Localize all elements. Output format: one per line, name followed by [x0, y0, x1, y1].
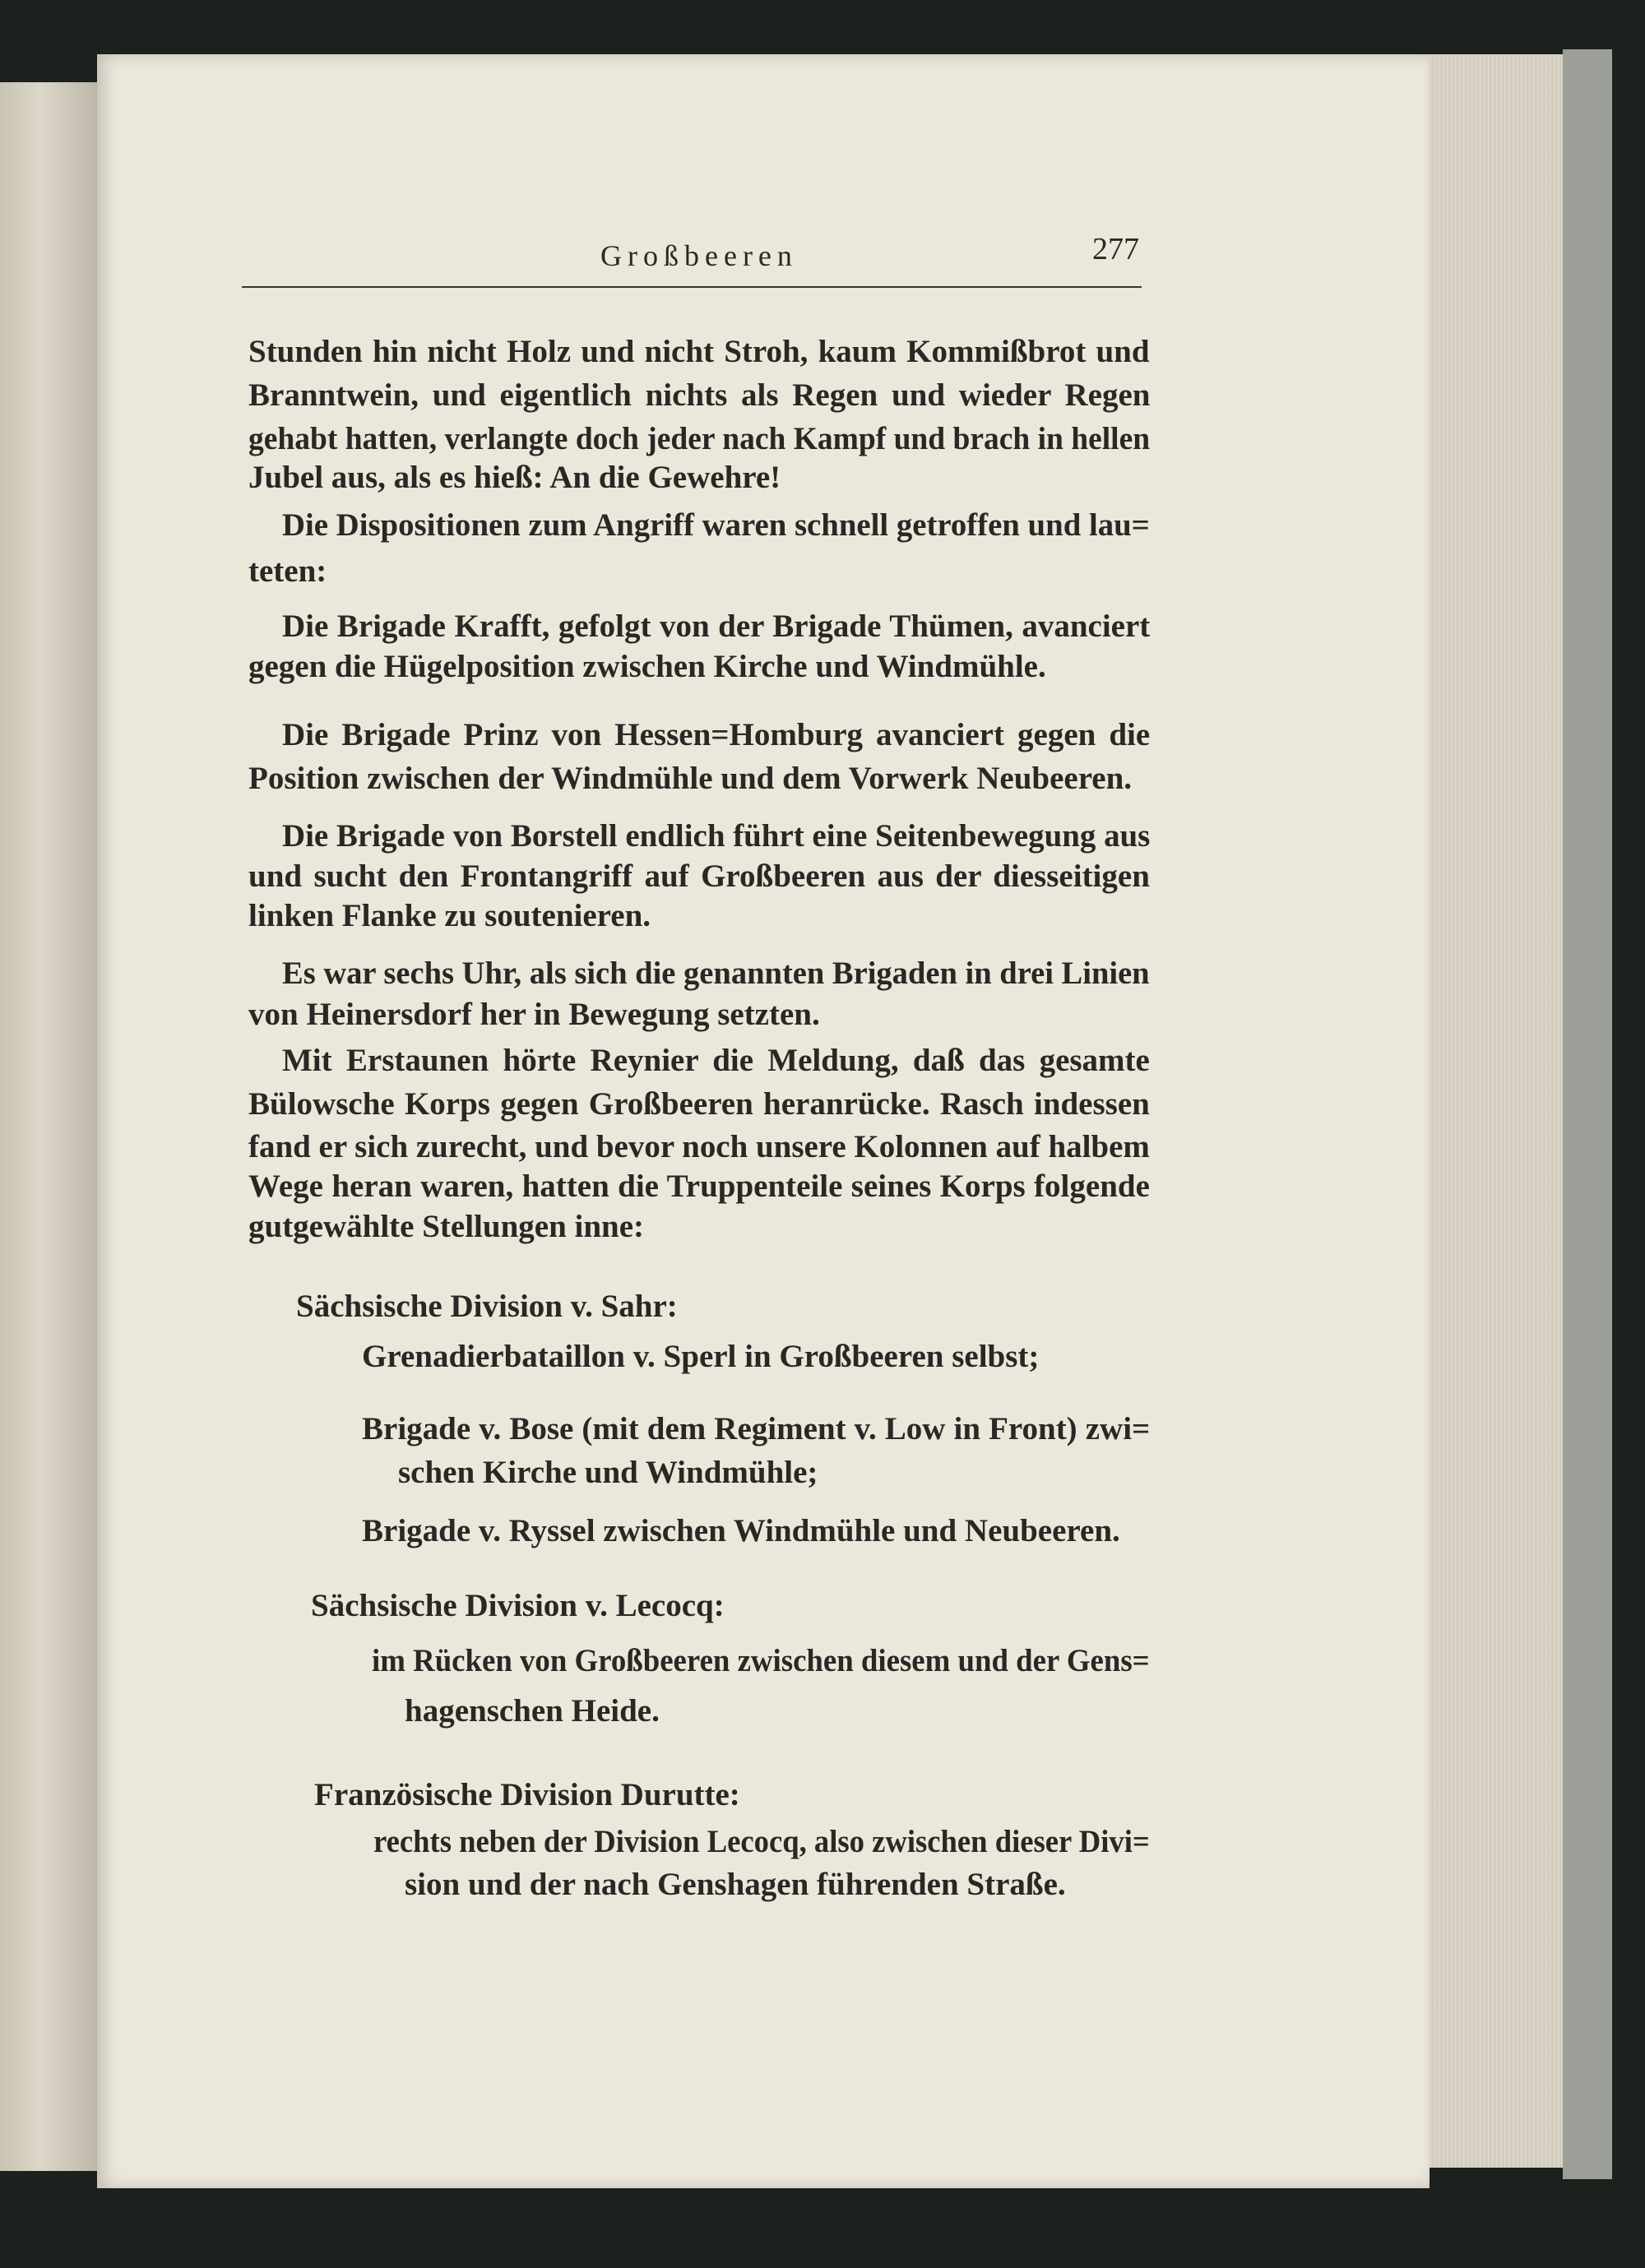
header-rule: [242, 286, 1142, 288]
text-line: von Heinersdorf her in Bewegung setzten.: [248, 997, 820, 1032]
text-line: linken Flanke zu soutenieren.: [248, 898, 651, 933]
text-line: Es war sechs Uhr, als sich die genannten Brigaden in drei Linien: [282, 956, 1150, 991]
text-line: gutgewählte Stellungen inne:: [248, 1209, 645, 1244]
list-item: im Rücken von Großbeeren zwischen diesem und der Gens=: [372, 1643, 1150, 1678]
list-item-continuation: schen Kirche und Windmühle;: [398, 1455, 818, 1490]
list-item: rechts neben der Division Lecocq, also zwischen dieser Divi=: [373, 1824, 1150, 1859]
list-item-continuation: hagenschen Heide.: [405, 1693, 660, 1729]
text-line: Jubel aus, als es hieß: An die Gewehre!: [248, 460, 781, 495]
text-line: und sucht den Frontangriff auf Großbeeren aus der diesseitigen: [248, 859, 1150, 894]
text-line: fand er sich zurecht, und bevor noch unsere Kolonnen auf halbem: [248, 1129, 1150, 1164]
list-item: Brigade v. Ryssel zwischen Windmühle und Neubeeren.: [362, 1513, 1120, 1548]
text-line: Die Brigade Prinz von Hessen=Homburg avanciert gegen die: [282, 717, 1151, 752]
page-number: 277: [1092, 232, 1139, 266]
list-item: Brigade v. Bose (mit dem Regiment v. Low in Front) zwi=: [362, 1411, 1151, 1446]
list-item: Grenadierbataillon v. Sperl in Großbeeren selbst;: [362, 1339, 1040, 1374]
text-line: Position zwischen der Windmühle und dem Vorwerk Neubeeren.: [248, 761, 1133, 796]
text-line: teten:: [248, 553, 327, 589]
text-line: Die Brigade von Borstell endlich führt eine Seitenbewegung aus: [282, 818, 1151, 854]
running-title: Großbeeren: [600, 239, 798, 272]
text-line: Mit Erstaunen hörte Reynier die Meldung, daß das gesamte: [282, 1043, 1150, 1078]
division-heading: Sächsische Division v. Lecocq:: [311, 1588, 725, 1623]
text-line: gehabt hatten, verlangte doch jeder nach Kampf und brach in hellen: [248, 421, 1151, 456]
text-line: Die Brigade Krafft, gefolgt von der Brigade Thümen, avanciert: [282, 609, 1151, 644]
text-line: Die Dispositionen zum Angriff waren schnell getroffen und lau=: [282, 507, 1150, 543]
list-item-continuation: sion und der nach Genshagen führenden Straße.: [405, 1867, 1066, 1902]
text-line: Bülowsche Korps gegen Großbeeren heranrücke. Rasch indessen: [248, 1086, 1150, 1122]
text-line: gegen die Hügelposition zwischen Kirche und Windmühle.: [248, 649, 1046, 684]
text-line: Wege heran waren, hatten die Truppenteile seines Korps folgende: [248, 1169, 1150, 1204]
division-heading: Sächsische Division v. Sahr:: [296, 1289, 678, 1324]
division-heading: Französische Division Durutte:: [314, 1777, 740, 1812]
text-line: Branntwein, und eigentlich nichts als Regen und wieder Regen: [248, 377, 1151, 413]
text-line: Stunden hin nicht Holz und nicht Stroh, kaum Kommißbrot und: [248, 334, 1150, 369]
